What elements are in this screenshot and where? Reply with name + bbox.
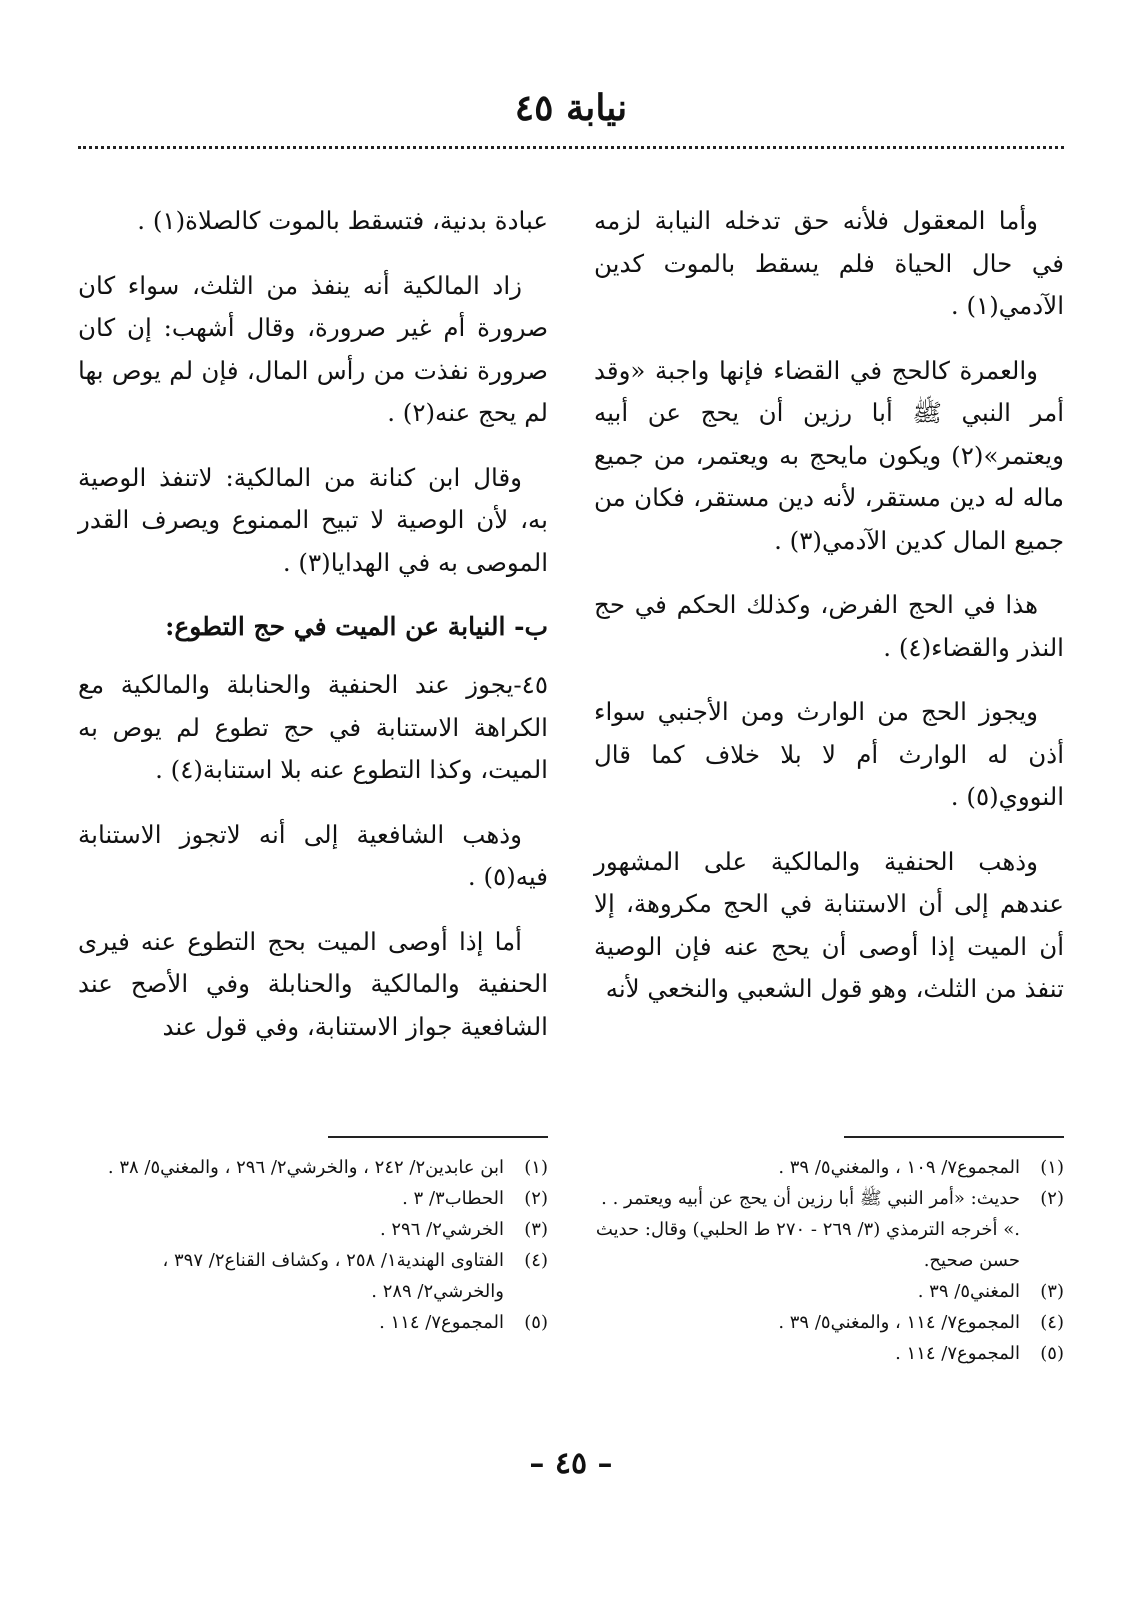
paragraph: هذا في الحج الفرض، وكذلك الحكم في حج النذر والقضاء(٤) . xyxy=(594,590,1064,662)
footnote-text: الحطاب٣/ ٣ . xyxy=(402,1188,504,1209)
footnote-number: (٤) xyxy=(1040,1312,1064,1333)
footnote xyxy=(594,1152,1064,1183)
two-column-body xyxy=(78,200,1064,1436)
paragraph: ويجوز الحج من الوارث ومن الأجنبي سواء أذن له الوارث أم لا بلا خلاف كما قال النووي(٥) . xyxy=(594,697,1064,811)
footnote-number: (٣) xyxy=(524,1219,548,1240)
paragraph: زاد المالكية أنه ينفذ من الثلث، سواء كان صرورة أم غير صرورة، وقال أشهب: إن كان صرورة نفذت من رأس المال، فإن لم يوص بها لم يحج عنه(٢) . xyxy=(78,270,548,427)
page-header xyxy=(78,70,1064,150)
footnote-number: (٥) xyxy=(1040,1343,1064,1364)
footnote-text: المجموع٧/ ١١٤ ، والمغني٥/ ٣٩ . xyxy=(778,1312,1020,1333)
page-number: – ٤٥ – xyxy=(529,1446,613,1481)
footnote-number: (٤) xyxy=(524,1250,548,1271)
page-title: نيابة ٤٥ xyxy=(514,87,628,129)
footnote-number: (٢) xyxy=(1040,1188,1064,1209)
right-column xyxy=(594,200,1064,1436)
footnote-number: (٣) xyxy=(1040,1281,1064,1302)
footnote-text: الفتاوى الهندية١/ ٢٥٨ ، وكشاف القناع٢/ ٣٩٧ ، والخرشي٢/ ٢٨٩ . xyxy=(162,1250,504,1302)
footnote-text: ابن عابدين٢/ ٢٤٢ ، والخرشي٢/ ٢٩٦ ، والمغني٥/ ٣٨ . xyxy=(107,1157,504,1178)
paragraph: عبادة بدنية، فتسقط بالموت كالصلاة(١) . xyxy=(137,206,548,235)
section-subheading: ب- النيابة عن الميت في حج التطوع: xyxy=(165,612,548,641)
footnote-rule xyxy=(844,1136,1064,1138)
paragraph: أما إذا أوصى الميت بحج التطوع عنه فيرى الحنفية والمالكية والحنابلة وفي الأصح عند الشافعية جواز الاستنابة، وفي قول عند xyxy=(78,926,548,1041)
footnote-number: (٥) xyxy=(524,1312,548,1333)
footnote xyxy=(78,1245,548,1307)
footnote-number: (١) xyxy=(1040,1157,1064,1178)
footnote-text: المجموع٧/ ١١٤ . xyxy=(895,1343,1020,1364)
footnote xyxy=(594,1307,1064,1338)
paragraph: وذهب الشافعية إلى أنه لاتجوز الاستنابة فيه(٥) . xyxy=(78,819,548,891)
footnote-rule xyxy=(328,1136,548,1138)
right-footnotes xyxy=(594,1136,1064,1369)
paragraph: والعمرة كالحج في القضاء فإنها واجبة «وقد أمر النبي ﷺ أبا رزين أن يحج عن أبيه ويعتمر»(٢) ويكون مايحج به ويعتمر، من جميع ماله له دين مستقر، لأنه دين مستقر، فكان من جميع المال كدين الآدمي(٣) . xyxy=(594,355,1064,555)
right-column-text xyxy=(594,200,1064,1011)
footnote-text: المجموع٧/ ١٠٩ ، والمغني٥/ ٣٩ . xyxy=(778,1157,1020,1178)
header-dotted-rule xyxy=(78,146,1064,149)
footnote-text: الخرشي٢/ ٢٩٦ . xyxy=(379,1219,504,1240)
paragraph: وأما المعقول فلأنه حق تدخله النيابة لزمه في حال الحياة فلم يسقط بالموت كدين الآدمي(١) . xyxy=(594,206,1064,320)
footnote-number: (٢) xyxy=(524,1188,548,1209)
footnote xyxy=(594,1183,1064,1276)
left-column-text xyxy=(78,200,548,1048)
footnote xyxy=(594,1276,1064,1307)
footnote-text: المغني٥/ ٣٩ . xyxy=(917,1281,1020,1302)
paragraph: وذهب الحنفية والمالكية على المشهور عندهم إلى أن الاستنابة في الحج مكروهة، إلا أن الميت إذا أوصى أن يحج عنه فإن الوصية تنفذ من الثلث، وهو قول الشعبي والنخعي لأنه xyxy=(594,846,1064,1003)
footnote-text: حديث: «أمر النبي ﷺ أبا رزين أن يحج عن أبيه ويعتمر . . .» أخرجه الترمذي (٣/ ٢٦٩ - ٢٧٠ ط الحلبي) وقال: حديث حسن صحيح. xyxy=(595,1188,1020,1271)
footnote xyxy=(78,1214,548,1245)
footnote xyxy=(78,1183,548,1214)
footnote xyxy=(594,1338,1064,1369)
footnote-number: (١) xyxy=(524,1157,548,1178)
footnote xyxy=(78,1307,548,1338)
footnote xyxy=(78,1152,548,1183)
left-column xyxy=(78,200,548,1436)
paragraph: وقال ابن كنانة من المالكية: لاتنفذ الوصية به، لأن الوصية لا تبيح الممنوع ويصرف القدر الموصى به في الهدايا(٣) . xyxy=(78,462,548,577)
paragraph: ٤٥-يجوز عند الحنفية والحنابلة والمالكية مع الكراهة الاستنابة في حج تطوع لم يوص به الميت، وكذا التطوع عنه بلا استنابة(٤) . xyxy=(78,670,548,784)
footnote-text: المجموع٧/ ١١٤ . xyxy=(379,1312,504,1333)
left-footnotes xyxy=(78,1136,548,1338)
